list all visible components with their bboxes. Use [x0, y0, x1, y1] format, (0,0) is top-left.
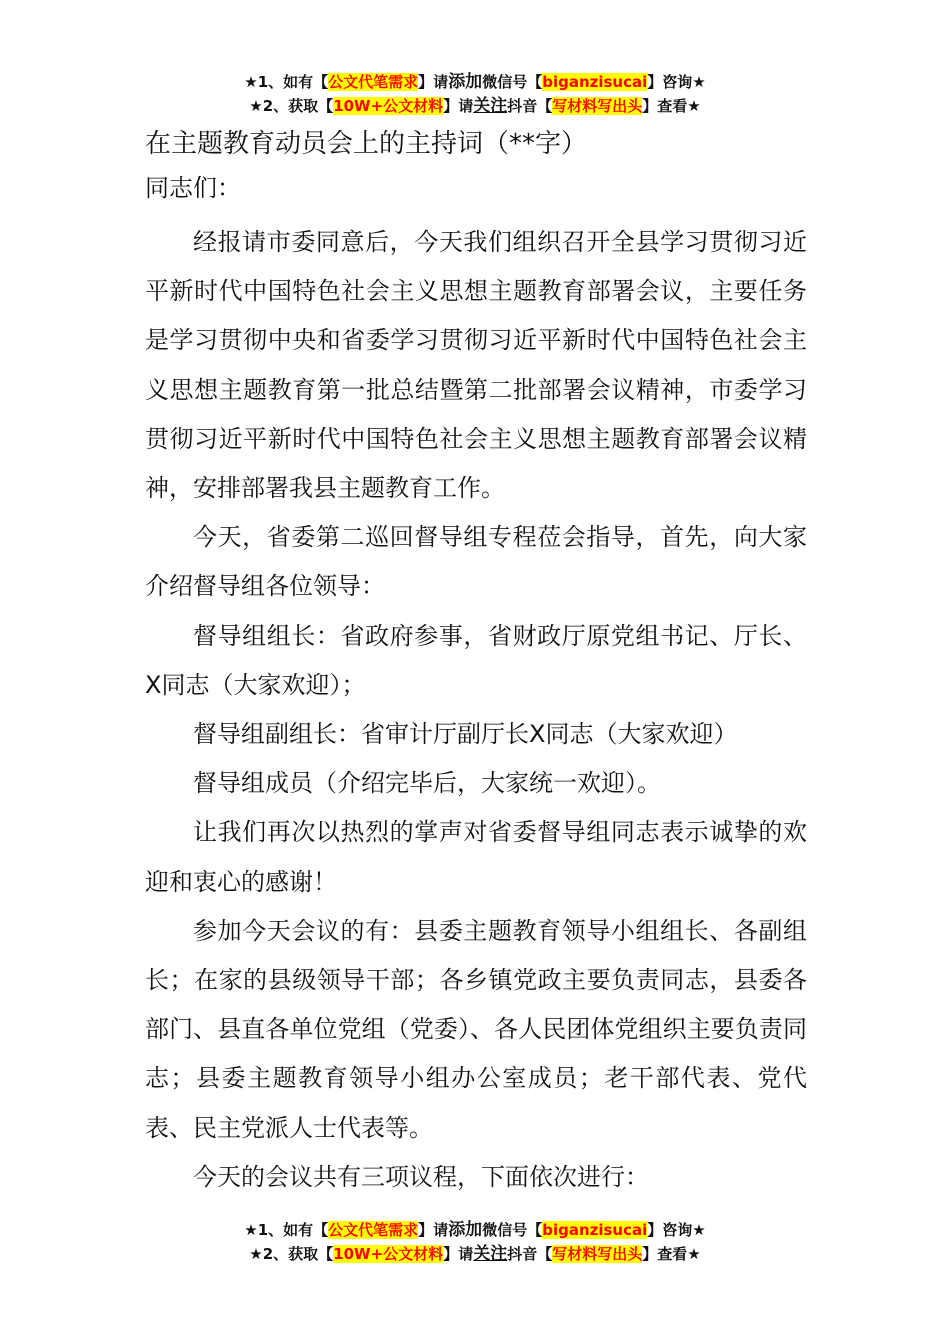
banner-line-2 [0, 1242, 950, 1266]
banner-text: 】请 [418, 73, 449, 91]
banner-line-1 [0, 1218, 950, 1242]
banner-text: 微信号【 [482, 73, 543, 91]
banner-text: 抖音【 [507, 1245, 553, 1263]
banner-line-2 [0, 94, 950, 118]
banner-highlight: 写材料写出头 [552, 1245, 643, 1263]
banner-highlight: 公文代笔需求 [328, 73, 419, 91]
document-body [145, 122, 807, 1202]
banner-highlight: 写材料写出头 [552, 97, 643, 115]
paragraph: 经报请市委同意后，今天我们组织召开全县学习贯彻习近平新时代中国特色社会主义思想主题教育部署会议，主要任务是学习贯彻中央和省委学习贯彻习近平新时代中国特色社会主义思想主题教育第一批总结暨第二批部署会议精神，市委学习贯彻习近平新时代中国特色社会主义思想主题教育部署会议精神，安排部署我县主题教育工作。 [145, 228, 807, 503]
paragraph: 让我们再次以热烈的掌声对省委督导组同志表示诚挚的欢迎和衷心的感谢！ [145, 818, 807, 896]
banner-text: ★1、如有【 [244, 73, 329, 91]
banner-text: 添加 [448, 1220, 483, 1240]
banner-text: 】请 [443, 97, 474, 115]
banner-text: 抖音【 [507, 97, 553, 115]
bottom-banner [0, 1218, 950, 1266]
banner-text: 】咨询★ [647, 1221, 706, 1239]
salutation: 同志们： [145, 174, 241, 202]
banner-text: 】咨询★ [647, 73, 706, 91]
banner-text: ★2、获取【 [249, 97, 334, 115]
banner-highlight: 10W+公文材料 [333, 97, 444, 115]
banner-text: 】查看★ [642, 97, 701, 115]
banner-highlight: 公文代笔需求 [328, 1221, 419, 1239]
banner-text: 微信号【 [482, 1221, 543, 1239]
paragraph: 督导组组长：省政府参事，省财政厅原党组书记、厅长、X同志（大家欢迎）； [145, 621, 807, 699]
paragraph: 参加今天会议的有：县委主题教育领导小组组长、各副组长；在家的县级领导干部；各乡镇党政主要负责同志，县委各部门、县直各单位党组（党委）、各人民团体党组织主要负责同志；县委主题教育领导小组办公室成员；老干部代表、党代表、民主党派人士代表等。 [145, 916, 807, 1142]
banner-text: ★2、获取【 [249, 1245, 334, 1263]
banner-highlight: 10W+公文材料 [333, 1245, 444, 1263]
top-banner [0, 70, 950, 118]
banner-line-1 [0, 70, 950, 94]
paragraph: 督导组成员（介绍完毕后，大家统一欢迎）。 [193, 769, 661, 798]
paragraph: 今天，省委第二巡回督导组专程莅会指导，首先，向大家介绍督导组各位领导： [145, 523, 807, 601]
paragraph: 今天的会议共有三项议程，下面依次进行： [193, 1162, 649, 1191]
banner-highlight: biganzisucai [542, 1221, 648, 1239]
banner-highlight: biganzisucai [542, 73, 648, 91]
document-title: 在主题教育动员会上的主持词（**字） [145, 129, 588, 159]
banner-text: 关注 [473, 1244, 508, 1264]
banner-text: 添加 [448, 72, 483, 92]
banner-text: ★1、如有【 [244, 1221, 329, 1239]
paragraph: 督导组副组长：省审计厅副厅长X同志（大家欢迎） [193, 720, 738, 749]
banner-text: 关注 [473, 96, 508, 116]
banner-text: 】请 [418, 1221, 449, 1239]
banner-text: 】查看★ [642, 1245, 701, 1263]
banner-text: 】请 [443, 1245, 474, 1263]
